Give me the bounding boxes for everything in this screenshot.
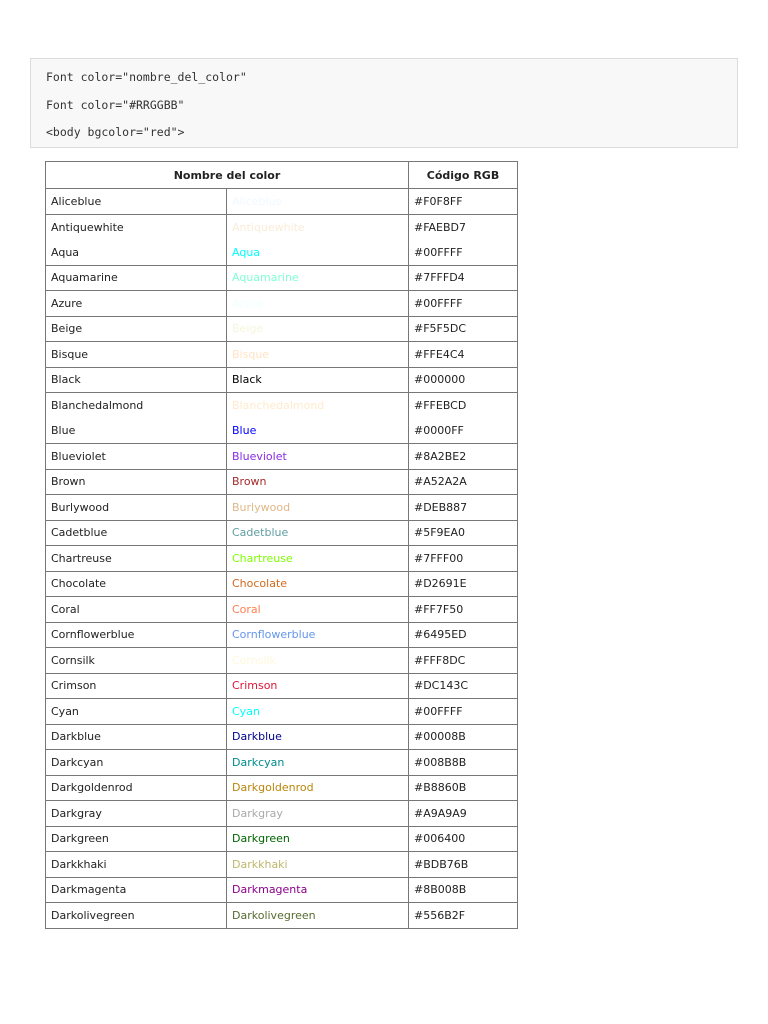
table-row [46, 903, 518, 929]
color-hex-cell: #DC143C [409, 673, 518, 699]
color-name-cell: Darkolivegreen [46, 903, 227, 929]
color-name-cell: Blueviolet [46, 444, 227, 470]
table-row [46, 469, 518, 495]
table-row [46, 240, 518, 266]
color-hex-cell: #A52A2A [409, 469, 518, 495]
table-row [46, 265, 518, 291]
color-name-cell: Cadetblue [46, 520, 227, 546]
table-row [46, 648, 518, 674]
color-sample-cell: Cornsilk [227, 648, 409, 674]
table-row [46, 724, 518, 750]
color-hex-cell: #A9A9A9 [409, 801, 518, 827]
color-sample-cell: Blanchedalmond [227, 393, 409, 419]
table-row [46, 699, 518, 725]
table-row [46, 444, 518, 470]
color-name-cell: Cornsilk [46, 648, 227, 674]
color-sample-cell: Darkcyan [227, 750, 409, 776]
color-table [45, 161, 518, 929]
color-hex-cell: #00FFFF [409, 240, 518, 266]
color-name-cell: Aqua [46, 240, 227, 266]
color-hex-cell: #7FFFD4 [409, 265, 518, 291]
table-row [46, 673, 518, 699]
code-line: Font color="nombre_del_color" [46, 70, 247, 84]
color-hex-cell: #00FFFF [409, 291, 518, 317]
color-name-cell: Chocolate [46, 571, 227, 597]
color-hex-cell: #B8860B [409, 775, 518, 801]
table-header-row [46, 162, 518, 189]
table-row [46, 291, 518, 317]
color-hex-cell: #00FFFF [409, 699, 518, 725]
color-name-cell: Darkmagenta [46, 877, 227, 903]
table-row [46, 316, 518, 342]
color-hex-cell: #0000FF [409, 418, 518, 444]
color-name-cell: Beige [46, 316, 227, 342]
table-row [46, 367, 518, 393]
table-row [46, 877, 518, 903]
color-hex-cell: #FF7F50 [409, 597, 518, 623]
color-name-cell: Bisque [46, 342, 227, 368]
color-hex-cell: #7FFF00 [409, 546, 518, 572]
color-name-cell: Crimson [46, 673, 227, 699]
table-row [46, 750, 518, 776]
color-sample-cell: Cyan [227, 699, 409, 725]
table-row [46, 342, 518, 368]
color-hex-cell: #D2691E [409, 571, 518, 597]
color-hex-cell: #8B008B [409, 877, 518, 903]
color-sample-cell: Aliceblue [227, 189, 409, 215]
color-name-cell: Burlywood [46, 495, 227, 521]
color-sample-cell: Darkblue [227, 724, 409, 750]
color-sample-cell: Bisque [227, 342, 409, 368]
table-row [46, 520, 518, 546]
table-row [46, 801, 518, 827]
table-row [46, 622, 518, 648]
color-hex-cell: #008B8B [409, 750, 518, 776]
table-row [46, 189, 518, 215]
table-row [46, 571, 518, 597]
color-name-cell: Cornflowerblue [46, 622, 227, 648]
color-sample-cell: Coral [227, 597, 409, 623]
table-row [46, 495, 518, 521]
color-name-cell: Aliceblue [46, 189, 227, 215]
color-name-cell: Darkgreen [46, 826, 227, 852]
color-name-cell: Brown [46, 469, 227, 495]
color-sample-cell: Chocolate [227, 571, 409, 597]
color-name-cell: Cyan [46, 699, 227, 725]
color-name-cell: Darkblue [46, 724, 227, 750]
color-sample-cell: Darkgoldenrod [227, 775, 409, 801]
color-hex-cell: #FFEBCD [409, 393, 518, 419]
color-sample-cell: Darkkhaki [227, 852, 409, 878]
color-sample-cell: Aquamarine [227, 265, 409, 291]
color-sample-cell: Darkolivegreen [227, 903, 409, 929]
color-hex-cell: #00008B [409, 724, 518, 750]
color-hex-cell: #FAEBD7 [409, 214, 518, 240]
color-name-cell: Darkgray [46, 801, 227, 827]
table-row [46, 546, 518, 572]
color-sample-cell: Darkgray [227, 801, 409, 827]
color-hex-cell: #8A2BE2 [409, 444, 518, 470]
color-sample-cell: Cadetblue [227, 520, 409, 546]
color-name-cell: Antiquewhite [46, 214, 227, 240]
color-sample-cell: Aqua [227, 240, 409, 266]
color-hex-cell: #6495ED [409, 622, 518, 648]
table-row [46, 418, 518, 444]
color-sample-cell: Brown [227, 469, 409, 495]
color-hex-cell: #F0F8FF [409, 189, 518, 215]
table-row [46, 214, 518, 240]
code-line: Font color="#RRGGBB" [46, 97, 185, 112]
color-sample-cell: Blueviolet [227, 444, 409, 470]
color-hex-cell: #FFE4C4 [409, 342, 518, 368]
color-sample-cell: Black [227, 367, 409, 393]
color-name-cell: Aquamarine [46, 265, 227, 291]
color-name-cell: Blanchedalmond [46, 393, 227, 419]
color-hex-cell: #BDB76B [409, 852, 518, 878]
header-color-name: Nombre del color [46, 162, 409, 189]
color-sample-cell: Chartreuse [227, 546, 409, 572]
table-row [46, 775, 518, 801]
color-sample-cell: Cornflowerblue [227, 622, 409, 648]
color-sample-cell: Beige [227, 316, 409, 342]
color-name-cell: Coral [46, 597, 227, 623]
color-hex-cell: #006400 [409, 826, 518, 852]
color-name-cell: Black [46, 367, 227, 393]
color-hex-cell: #F5F5DC [409, 316, 518, 342]
color-name-cell: Darkcyan [46, 750, 227, 776]
color-name-cell: Chartreuse [46, 546, 227, 572]
color-hex-cell: #FFF8DC [409, 648, 518, 674]
color-name-cell: Azure [46, 291, 227, 317]
color-hex-cell: #5F9EA0 [409, 520, 518, 546]
color-hex-cell: #556B2F [409, 903, 518, 929]
table-row [46, 826, 518, 852]
color-name-cell: Darkkhaki [46, 852, 227, 878]
color-sample-cell: Crimson [227, 673, 409, 699]
code-block [30, 58, 738, 148]
color-sample-cell: Darkgreen [227, 826, 409, 852]
table-row [46, 597, 518, 623]
color-sample-cell: Burlywood [227, 495, 409, 521]
table-row [46, 393, 518, 419]
header-rgb-code: Código RGB [409, 162, 518, 189]
color-name-cell: Darkgoldenrod [46, 775, 227, 801]
color-hex-cell: #000000 [409, 367, 518, 393]
table-row [46, 852, 518, 878]
color-sample-cell: Blue [227, 418, 409, 444]
color-sample-cell: Antiquewhite [227, 214, 409, 240]
code-line: <body bgcolor="red"> [46, 125, 185, 139]
color-sample-cell: Azure [227, 291, 409, 317]
color-sample-cell: Darkmagenta [227, 877, 409, 903]
color-hex-cell: #DEB887 [409, 495, 518, 521]
color-name-cell: Blue [46, 418, 227, 444]
